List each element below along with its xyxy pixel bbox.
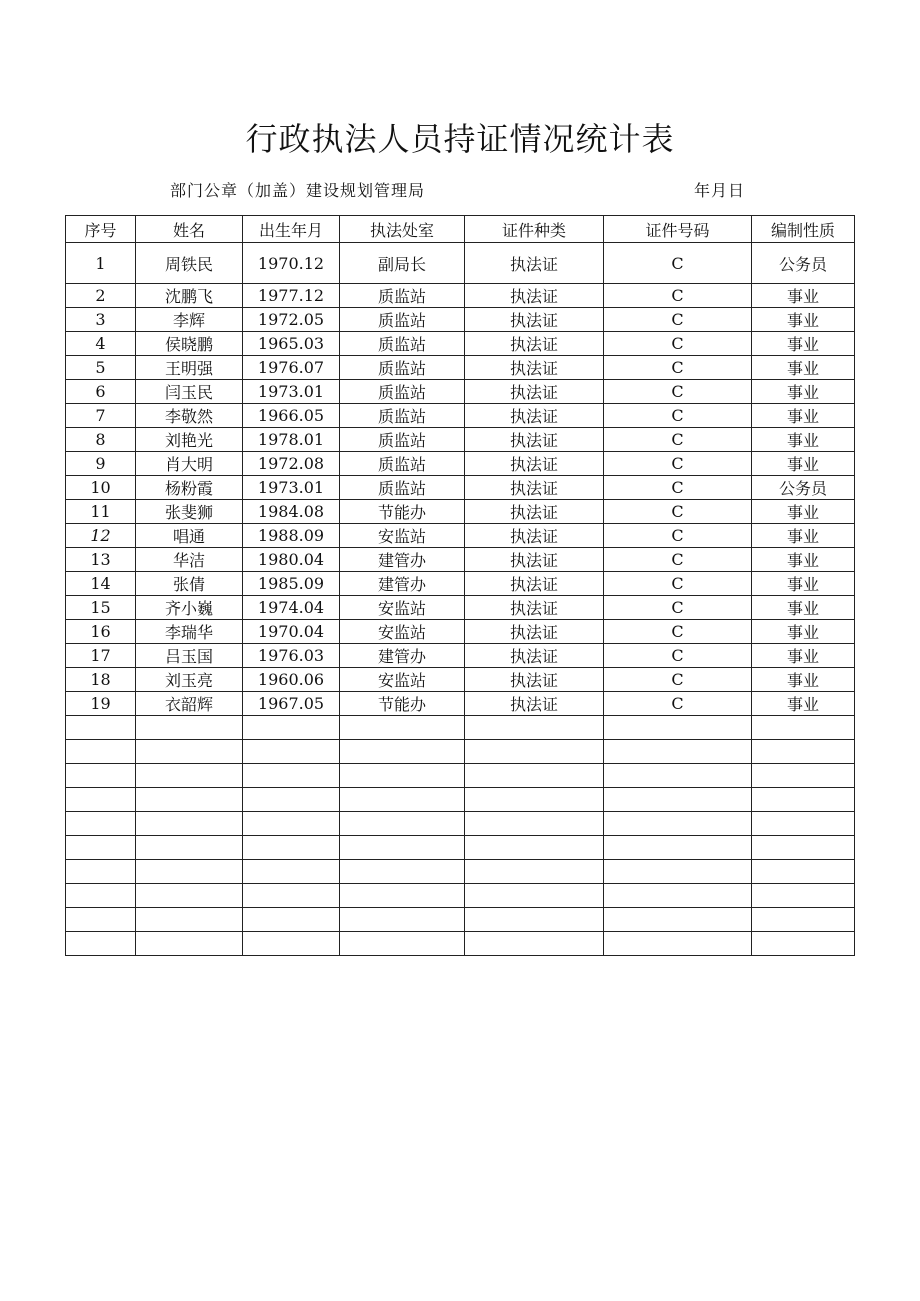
empty-cell	[604, 740, 752, 764]
empty-cell	[136, 884, 243, 908]
birth-cell: 1984.08	[243, 500, 340, 524]
office-cell: 安监站	[340, 596, 465, 620]
empty-cell	[243, 884, 340, 908]
table-row	[66, 692, 855, 716]
cert-number-cell: C	[604, 644, 752, 668]
empty-cell	[136, 788, 243, 812]
office-cell: 建管办	[340, 644, 465, 668]
cert-type-cell: 执法证	[465, 668, 604, 692]
index-cell: 8	[66, 428, 136, 452]
office-cell: 质监站	[340, 428, 465, 452]
staffing-cell: 事业	[752, 308, 855, 332]
empty-cell	[340, 740, 465, 764]
staffing-cell: 事业	[752, 500, 855, 524]
empty-cell	[136, 836, 243, 860]
cert-type-cell: 执法证	[465, 332, 604, 356]
staffing-cell: 事业	[752, 620, 855, 644]
empty-cell	[340, 764, 465, 788]
cert-number-cell: C	[604, 668, 752, 692]
office-cell: 安监站	[340, 524, 465, 548]
cert-number-cell: C	[604, 476, 752, 500]
birth-cell: 1974.04	[243, 596, 340, 620]
table-row	[66, 548, 855, 572]
birth-cell: 1972.05	[243, 308, 340, 332]
name-cell: 华洁	[136, 548, 243, 572]
birth-cell: 1988.09	[243, 524, 340, 548]
empty-row	[66, 812, 855, 836]
cert-number-cell: C	[604, 332, 752, 356]
empty-cell	[243, 812, 340, 836]
office-cell: 副局长	[340, 243, 465, 284]
page-title: 行政执法人员持证情况统计表	[245, 120, 675, 158]
cert-number-cell: C	[604, 380, 752, 404]
cert-type-cell: 执法证	[465, 548, 604, 572]
birth-cell: 1977.12	[243, 284, 340, 308]
index-cell: 16	[66, 620, 136, 644]
name-cell: 王明强	[136, 356, 243, 380]
staffing-cell: 事业	[752, 428, 855, 452]
empty-cell	[604, 860, 752, 884]
name-cell: 李辉	[136, 308, 243, 332]
table-row	[66, 596, 855, 620]
name-cell: 唱通	[136, 524, 243, 548]
empty-cell	[66, 716, 136, 740]
staffing-cell: 事业	[752, 572, 855, 596]
index-cell: 15	[66, 596, 136, 620]
name-cell: 刘玉亮	[136, 668, 243, 692]
empty-cell	[752, 788, 855, 812]
header-cell-cert-type: 证件种类	[465, 216, 604, 243]
empty-row	[66, 836, 855, 860]
empty-cell	[752, 860, 855, 884]
table-row	[66, 644, 855, 668]
empty-cell	[340, 932, 465, 956]
birth-cell: 1967.05	[243, 692, 340, 716]
index-cell: 1	[66, 243, 136, 284]
empty-row	[66, 740, 855, 764]
empty-cell	[465, 932, 604, 956]
office-cell: 质监站	[340, 380, 465, 404]
empty-cell	[604, 836, 752, 860]
birth-cell: 1970.12	[243, 243, 340, 284]
empty-cell	[752, 884, 855, 908]
empty-cell	[604, 812, 752, 836]
cert-type-cell: 执法证	[465, 500, 604, 524]
empty-cell	[243, 860, 340, 884]
staffing-cell: 事业	[752, 548, 855, 572]
empty-cell	[243, 932, 340, 956]
cert-number-cell: C	[604, 548, 752, 572]
cert-number-cell: C	[604, 692, 752, 716]
cert-number-cell: C	[604, 308, 752, 332]
index-cell: 2	[66, 284, 136, 308]
empty-row	[66, 788, 855, 812]
empty-cell	[136, 740, 243, 764]
index-cell: 17	[66, 644, 136, 668]
empty-cell	[604, 884, 752, 908]
birth-cell: 1970.04	[243, 620, 340, 644]
staffing-cell: 事业	[752, 596, 855, 620]
table-row	[66, 668, 855, 692]
empty-cell	[604, 908, 752, 932]
empty-cell	[136, 716, 243, 740]
table-row	[66, 500, 855, 524]
department-line: 部门公章（加盖）建设规划管理局	[170, 181, 426, 200]
table-row	[66, 452, 855, 476]
staffing-cell: 公务员	[752, 476, 855, 500]
cert-type-cell: 执法证	[465, 308, 604, 332]
office-cell: 节能办	[340, 500, 465, 524]
table-row	[66, 356, 855, 380]
table-row	[66, 380, 855, 404]
birth-cell: 1972.08	[243, 452, 340, 476]
empty-cell	[465, 860, 604, 884]
table-row	[66, 428, 855, 452]
empty-cell	[66, 740, 136, 764]
header-cell-staffing: 编制性质	[752, 216, 855, 243]
table-row	[66, 524, 855, 548]
birth-cell: 1985.09	[243, 572, 340, 596]
name-cell: 齐小巍	[136, 596, 243, 620]
office-cell: 质监站	[340, 284, 465, 308]
empty-cell	[136, 860, 243, 884]
header-cell-birth: 出生年月	[243, 216, 340, 243]
cert-type-cell: 执法证	[465, 243, 604, 284]
birth-cell: 1980.04	[243, 548, 340, 572]
index-cell: 19	[66, 692, 136, 716]
empty-cell	[752, 932, 855, 956]
name-cell: 刘艳光	[136, 428, 243, 452]
name-cell: 张倩	[136, 572, 243, 596]
empty-row	[66, 716, 855, 740]
birth-cell: 1966.05	[243, 404, 340, 428]
name-cell: 闫玉民	[136, 380, 243, 404]
empty-cell	[752, 740, 855, 764]
cert-type-cell: 执法证	[465, 284, 604, 308]
staffing-cell: 事业	[752, 284, 855, 308]
empty-cell	[340, 836, 465, 860]
empty-cell	[465, 812, 604, 836]
name-cell: 吕玉国	[136, 644, 243, 668]
birth-cell: 1978.01	[243, 428, 340, 452]
office-cell: 质监站	[340, 452, 465, 476]
empty-row	[66, 860, 855, 884]
staffing-cell: 公务员	[752, 243, 855, 284]
empty-cell	[340, 860, 465, 884]
staffing-cell: 事业	[752, 380, 855, 404]
name-cell: 衣韶辉	[136, 692, 243, 716]
empty-cell	[340, 884, 465, 908]
birth-cell: 1973.01	[243, 476, 340, 500]
empty-cell	[752, 836, 855, 860]
index-cell: 12	[66, 524, 136, 548]
staffing-cell: 事业	[752, 668, 855, 692]
header-cell-index: 序号	[66, 216, 136, 243]
empty-cell	[243, 764, 340, 788]
table-row	[66, 284, 855, 308]
index-cell: 3	[66, 308, 136, 332]
staffing-cell: 事业	[752, 644, 855, 668]
office-cell: 建管办	[340, 548, 465, 572]
empty-cell	[243, 716, 340, 740]
name-cell: 张斐狮	[136, 500, 243, 524]
table-row	[66, 243, 855, 284]
empty-cell	[604, 932, 752, 956]
empty-cell	[604, 764, 752, 788]
office-cell: 节能办	[340, 692, 465, 716]
empty-cell	[136, 764, 243, 788]
empty-cell	[136, 812, 243, 836]
birth-cell: 1973.01	[243, 380, 340, 404]
staffing-cell: 事业	[752, 404, 855, 428]
cert-type-cell: 执法证	[465, 356, 604, 380]
empty-row	[66, 764, 855, 788]
table-row	[66, 308, 855, 332]
empty-cell	[66, 788, 136, 812]
empty-cell	[465, 884, 604, 908]
name-cell: 李敬然	[136, 404, 243, 428]
index-cell: 4	[66, 332, 136, 356]
empty-cell	[66, 764, 136, 788]
empty-cell	[243, 788, 340, 812]
header-row	[66, 216, 855, 243]
cert-type-cell: 执法证	[465, 380, 604, 404]
header-cell-cert-number: 证件号码	[604, 216, 752, 243]
empty-cell	[66, 836, 136, 860]
office-cell: 质监站	[340, 332, 465, 356]
cert-type-cell: 执法证	[465, 692, 604, 716]
empty-cell	[136, 932, 243, 956]
cert-number-cell: C	[604, 404, 752, 428]
staffing-cell: 事业	[752, 332, 855, 356]
empty-cell	[340, 908, 465, 932]
index-cell: 10	[66, 476, 136, 500]
cert-type-cell: 执法证	[465, 476, 604, 500]
empty-cell	[243, 908, 340, 932]
empty-cell	[752, 716, 855, 740]
cert-type-cell: 执法证	[465, 644, 604, 668]
cert-type-cell: 执法证	[465, 620, 604, 644]
empty-cell	[66, 932, 136, 956]
header-cell-office: 执法处室	[340, 216, 465, 243]
cert-number-cell: C	[604, 620, 752, 644]
cert-number-cell: C	[604, 243, 752, 284]
certificate-table	[65, 215, 855, 956]
name-cell: 肖大明	[136, 452, 243, 476]
empty-cell	[465, 788, 604, 812]
empty-row	[66, 884, 855, 908]
cert-number-cell: C	[604, 596, 752, 620]
index-cell: 9	[66, 452, 136, 476]
empty-cell	[465, 740, 604, 764]
table-row	[66, 572, 855, 596]
date-line: 年月日	[694, 181, 746, 200]
name-cell: 侯晓鹏	[136, 332, 243, 356]
staffing-cell: 事业	[752, 524, 855, 548]
empty-cell	[604, 788, 752, 812]
cert-type-cell: 执法证	[465, 524, 604, 548]
cert-number-cell: C	[604, 572, 752, 596]
empty-row	[66, 932, 855, 956]
empty-cell	[465, 908, 604, 932]
index-cell: 13	[66, 548, 136, 572]
empty-cell	[340, 716, 465, 740]
office-cell: 安监站	[340, 620, 465, 644]
table-header	[66, 216, 855, 243]
empty-cell	[465, 716, 604, 740]
cert-type-cell: 执法证	[465, 572, 604, 596]
empty-cell	[66, 860, 136, 884]
office-cell: 质监站	[340, 476, 465, 500]
index-cell: 14	[66, 572, 136, 596]
table-body	[66, 243, 855, 956]
header-cell-name: 姓名	[136, 216, 243, 243]
empty-cell	[752, 908, 855, 932]
empty-cell	[465, 764, 604, 788]
empty-cell	[136, 908, 243, 932]
birth-cell: 1976.07	[243, 356, 340, 380]
table-row	[66, 620, 855, 644]
cert-number-cell: C	[604, 500, 752, 524]
office-cell: 建管办	[340, 572, 465, 596]
empty-cell	[752, 764, 855, 788]
staffing-cell: 事业	[752, 452, 855, 476]
name-cell: 杨粉霞	[136, 476, 243, 500]
empty-cell	[243, 740, 340, 764]
index-cell: 11	[66, 500, 136, 524]
table-row	[66, 332, 855, 356]
cert-type-cell: 执法证	[465, 452, 604, 476]
empty-cell	[243, 836, 340, 860]
office-cell: 质监站	[340, 356, 465, 380]
name-cell: 周铁民	[136, 243, 243, 284]
empty-cell	[340, 788, 465, 812]
empty-cell	[604, 716, 752, 740]
cert-number-cell: C	[604, 284, 752, 308]
empty-cell	[752, 812, 855, 836]
empty-cell	[66, 908, 136, 932]
cert-number-cell: C	[604, 428, 752, 452]
birth-cell: 1960.06	[243, 668, 340, 692]
office-cell: 质监站	[340, 404, 465, 428]
empty-cell	[66, 812, 136, 836]
empty-cell	[340, 812, 465, 836]
cert-type-cell: 执法证	[465, 428, 604, 452]
birth-cell: 1976.03	[243, 644, 340, 668]
name-cell: 沈鹏飞	[136, 284, 243, 308]
table-row	[66, 404, 855, 428]
table-row	[66, 476, 855, 500]
index-cell: 7	[66, 404, 136, 428]
office-cell: 质监站	[340, 308, 465, 332]
staffing-cell: 事业	[752, 692, 855, 716]
office-cell: 安监站	[340, 668, 465, 692]
index-cell: 6	[66, 380, 136, 404]
index-cell: 18	[66, 668, 136, 692]
empty-row	[66, 908, 855, 932]
name-cell: 李瑞华	[136, 620, 243, 644]
cert-number-cell: C	[604, 524, 752, 548]
cert-type-cell: 执法证	[465, 596, 604, 620]
birth-cell: 1965.03	[243, 332, 340, 356]
empty-cell	[66, 884, 136, 908]
empty-cell	[465, 836, 604, 860]
staffing-cell: 事业	[752, 356, 855, 380]
cert-number-cell: C	[604, 356, 752, 380]
index-cell: 5	[66, 356, 136, 380]
cert-type-cell: 执法证	[465, 404, 604, 428]
cert-number-cell: C	[604, 452, 752, 476]
